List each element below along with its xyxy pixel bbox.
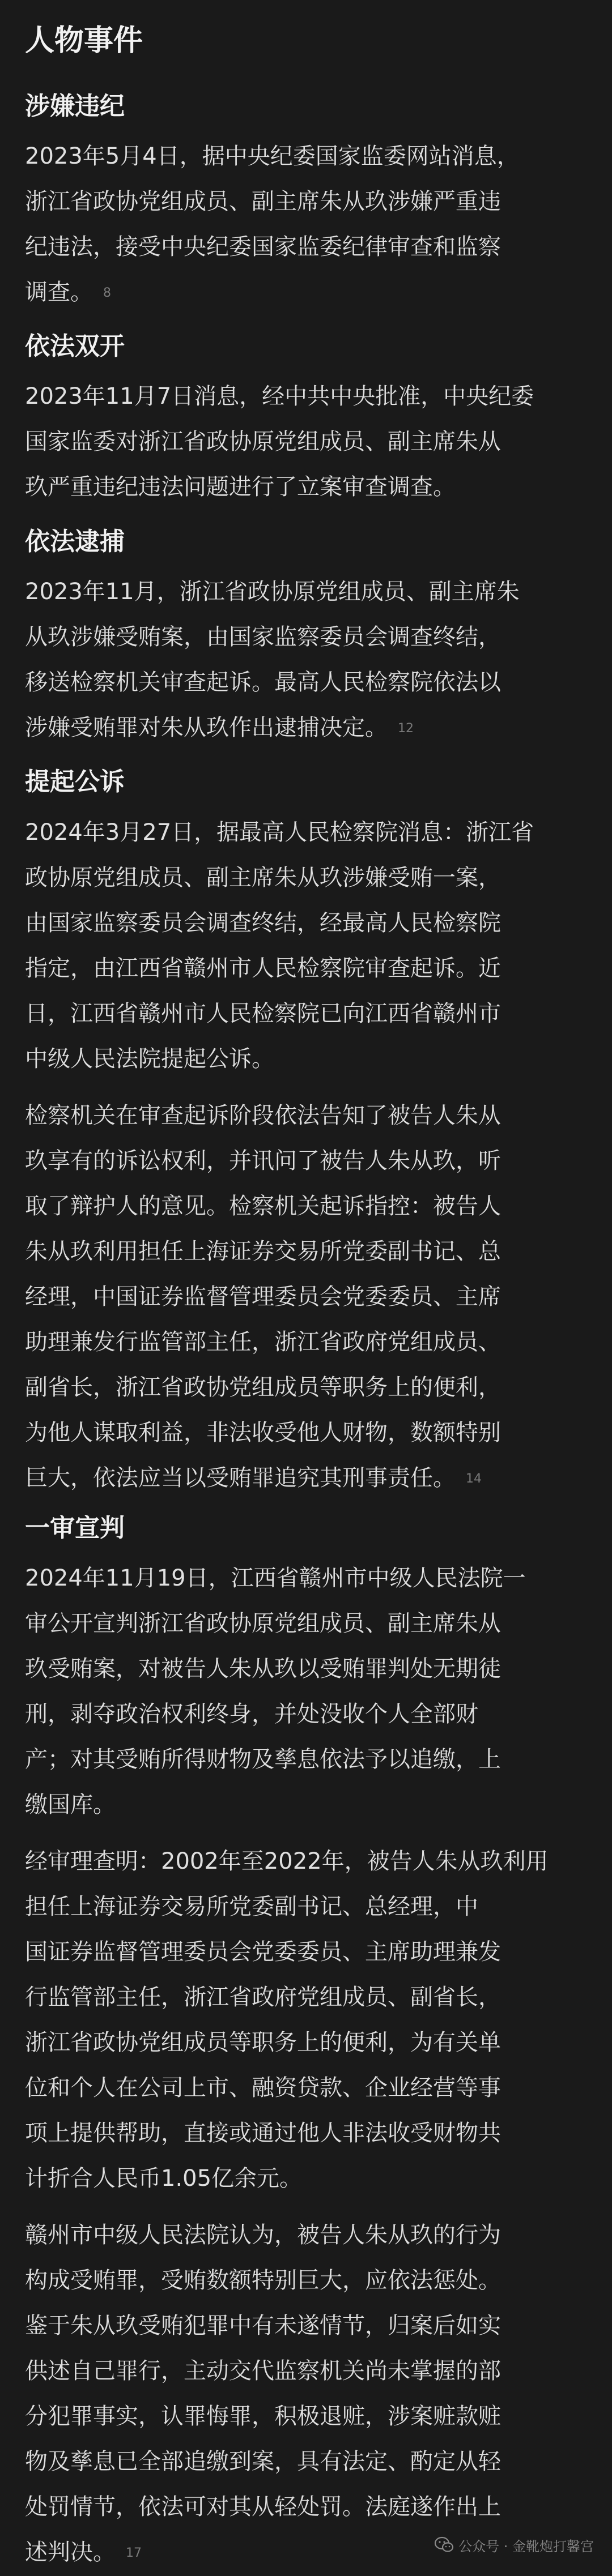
- text-line: 担任上海证券交易所党委副书记、总经理，中: [25, 1894, 478, 1920]
- text-line: 纪违法，接受中央纪委国家监委纪律审查和监察: [25, 234, 501, 260]
- text-line: 从玖涉嫌受贿案，由国家监察委员会调查终结，: [25, 624, 501, 650]
- paragraph: [25, 569, 592, 750]
- text-line: 检察机关在审查起诉阶段依法告知了被告人朱从: [25, 1103, 501, 1129]
- text-line: 产；对其受贿所得财物及孳息依法予以追缴，上: [25, 1746, 501, 1772]
- paragraph: [25, 134, 592, 315]
- text-line: 经理，中国证券监督管理委员会党委委员、主席: [25, 1284, 501, 1310]
- text-line: 赣州市中级人民法院认为，被告人朱从玖的行为: [25, 2222, 501, 2248]
- paragraph: [25, 1093, 592, 1501]
- text-line: 浙江省政协党组成员、副主席朱从玖涉嫌严重违: [25, 189, 501, 215]
- text-line: 取了辩护人的意见。检察机关起诉指控：被告人: [25, 1193, 501, 1219]
- text-line-content: 巨大，依法应当以受贿罪追究其刑事责任。: [25, 1465, 456, 1491]
- text-line: 指定，由江西省赣州市人民检察院审查起诉。近: [25, 955, 501, 981]
- citation-ref[interactable]: 12: [398, 721, 414, 736]
- section-heading: 一审宣判: [25, 1514, 125, 1543]
- text-line: 审公开宣判浙江省政协原党组成员、副主席朱从: [25, 1610, 501, 1637]
- text-line: 经审理查明：2002年至2022年，被告人朱从玖利用: [25, 1848, 549, 1874]
- wechat-icon: [435, 2536, 454, 2553]
- text-line: 浙江省政协党组成员等职务上的便利，为有关单: [25, 2030, 501, 2056]
- text-line: 政协原党组成员、副主席朱从玖涉嫌受贿一案，: [25, 865, 501, 891]
- text-line: 分犯罪事实，认罪悔罪，积极退赃，涉案赃款赃: [25, 2403, 501, 2429]
- text-line: 缴国库。: [25, 1792, 116, 1818]
- section-heading: 涉嫌违纪: [25, 92, 125, 121]
- text-line: 中级人民法院提起公诉。: [25, 1046, 274, 1072]
- text-line: 2023年5月4日，据中央纪委国家监委网站消息，: [25, 143, 520, 169]
- text-line: 玖受贿案，对被告人朱从玖以受贿罪判处无期徒: [25, 1656, 501, 1682]
- text-line-content: 涉嫌受贿罪对朱从玖作出逮捕决定。: [25, 715, 388, 741]
- text-line: 玖享有的诉讼权利，并讯问了被告人朱从玖，听: [25, 1148, 501, 1174]
- citation-ref[interactable]: 14: [466, 1472, 482, 1486]
- text-line: 2024年3月27日，据最高人民检察院消息：浙江省: [25, 819, 534, 845]
- text-line: 助理兼发行监管部主任，浙江省政府党组成员、: [25, 1329, 501, 1355]
- text-line: 项上提供帮助，直接或通过他人非法收受财物共: [25, 2120, 501, 2146]
- text-line: 构成受贿罪，受贿数额特别巨大，应依法惩处。: [25, 2267, 501, 2293]
- text-line: 物及孳息已全部追缴到案，具有法定、酌定从轻: [25, 2449, 501, 2475]
- text-line-content: 述判决。: [25, 2539, 116, 2565]
- paragraph: [25, 1556, 592, 1827]
- text-line: [25, 705, 592, 750]
- text-line: 供述自己罪行，主动交代监察机关尚未掌握的部: [25, 2358, 501, 2384]
- page-title: 人物事件: [25, 24, 143, 58]
- section-heading: 提起公诉: [25, 767, 125, 796]
- paragraph: [25, 374, 592, 510]
- text-line: 由国家监察委员会调查终结，经最高人民检察院: [25, 910, 501, 936]
- section-heading: 依法双开: [25, 332, 125, 361]
- text-line: 朱从玖利用担任上海证券交易所党委副书记、总: [25, 1238, 501, 1264]
- section-heading: 依法逮捕: [25, 527, 125, 556]
- text-line: 玖严重违纪违法问题进行了立案审查调查。: [25, 474, 456, 500]
- citation-ref[interactable]: 8: [103, 286, 111, 300]
- text-line: 日，江西省赣州市人民检察院已向江西省赣州市: [25, 1001, 501, 1027]
- paragraph: [25, 1839, 592, 2201]
- paragraph: [25, 2212, 592, 2575]
- account-watermark: [435, 2532, 594, 2557]
- text-line: 2024年11月19日，江西省赣州市中级人民法院一: [25, 1565, 526, 1591]
- text-line: 计折合人民币1.05亿余元。: [25, 2165, 303, 2191]
- text-line: 位和个人在公司上市、融资贷款、企业经营等事: [25, 2075, 501, 2101]
- text-line: 刑，剥夺政治权利终身，并处没收个人全部财: [25, 1701, 478, 1727]
- watermark-text: 公众号 · 金靴炮打馨宫: [458, 2538, 594, 2554]
- citation-ref[interactable]: 17: [126, 2546, 142, 2560]
- text-line: 国家监委对浙江省政协原党组成员、副主席朱从: [25, 429, 501, 455]
- text-line: [25, 1455, 592, 1501]
- text-line: 国证券监督管理委员会党委委员、主席助理兼发: [25, 1939, 501, 1965]
- paragraph: [25, 810, 592, 1082]
- text-line: 鉴于朱从玖受贿犯罪中有未遂情节，归案后如实: [25, 2313, 501, 2339]
- text-line: 2023年11月7日消息，经中共中央批准，中央纪委: [25, 383, 534, 409]
- text-line: 移送检察机关审查起诉。最高人民检察院依法以: [25, 669, 501, 695]
- text-line: 行监管部主任，浙江省政府党组成员、副省长，: [25, 1984, 501, 2010]
- text-line-content: 调查。: [25, 279, 93, 305]
- text-line: [25, 270, 592, 315]
- text-line: 2023年11月，浙江省政协原党组成员、副主席朱: [25, 579, 520, 605]
- text-line: 为他人谋取利益，非法收受他人财物，数额特别: [25, 1420, 501, 1446]
- text-line: 副省长，浙江省政协党组成员等职务上的便利，: [25, 1374, 501, 1400]
- text-line: 处罚情节，依法可对其从轻处罚。法庭遂作出上: [25, 2494, 501, 2520]
